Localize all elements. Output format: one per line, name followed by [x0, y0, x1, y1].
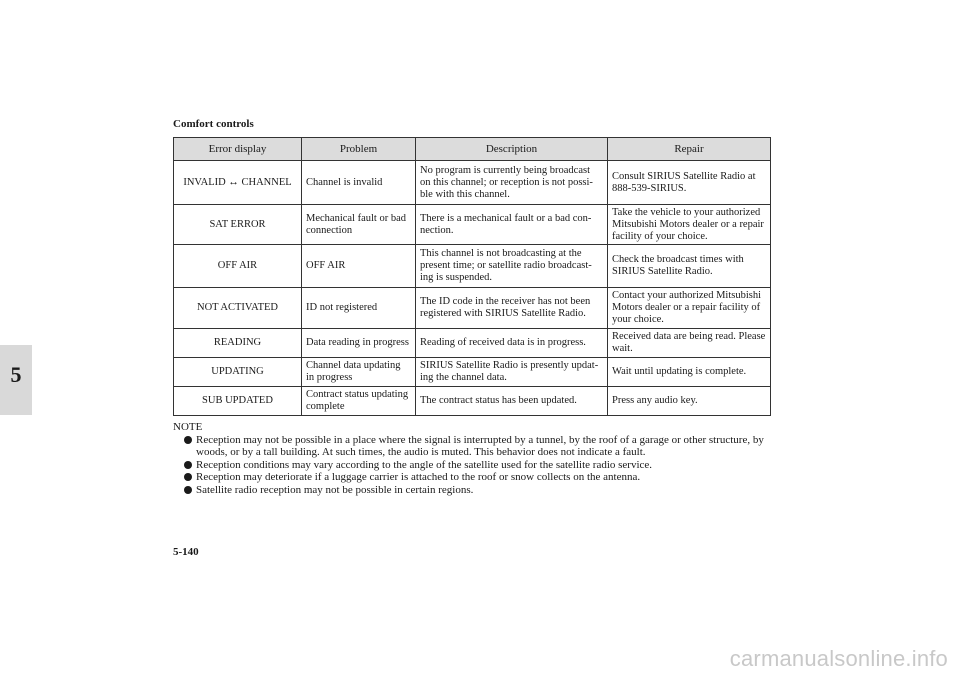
note-section [173, 421, 778, 496]
page-number: 5-140 [173, 546, 199, 558]
error-display-cell: OFF AIR [174, 245, 302, 288]
description-cell: SIRIUS Satellite Radio is presently updat-ing the channel data. [416, 358, 608, 387]
note-list [173, 434, 778, 497]
problem-cell: Data reading in progress [302, 329, 416, 358]
column-header-problem: Problem [302, 138, 416, 161]
note-text: Reception may deteriorate if a luggage carrier is attached to the roof or snow collects on the antenna. [196, 471, 641, 483]
table-row [174, 161, 771, 205]
table-row [174, 205, 771, 245]
error-display-cell: SUB UPDATED [174, 387, 302, 416]
error-display-cell: SAT ERROR [174, 205, 302, 245]
bullet-icon [184, 436, 192, 444]
repair-cell: Check the broadcast times with SIRIUS Satellite Radio. [608, 245, 771, 288]
description-cell: Reading of received data is in progress. [416, 329, 608, 358]
bullet-icon [184, 461, 192, 469]
problem-cell: Channel is invalid [302, 161, 416, 205]
note-text: Reception conditions may vary according to the angle of the satellite used for the satellite radio service. [196, 458, 653, 471]
repair-cell: Press any audio key. [608, 387, 771, 416]
repair-cell: Take the vehicle to your authorized Mitsubishi Motors dealer or a repair facility of your choice. [608, 205, 771, 245]
repair-cell: Received data are being read. Please wait. [608, 329, 771, 358]
bullet-icon [184, 486, 192, 494]
note-item [173, 484, 778, 497]
error-display-cell: UPDATING [174, 358, 302, 387]
error-display-cell: READING [174, 329, 302, 358]
table-row [174, 329, 771, 358]
table-header-row [174, 138, 771, 161]
repair-cell: Consult SIRIUS Satellite Radio at 888-539-SIRIUS. [608, 161, 771, 205]
problem-cell: Mechanical fault or bad connection [302, 205, 416, 245]
error-display-cell: INVALID ↔ CHANNEL [174, 161, 302, 205]
chapter-number: 5 [10, 362, 22, 387]
section-header: Comfort controls [173, 118, 254, 130]
error-display-cell: NOT ACTIVATED [174, 288, 302, 329]
column-header-description: Description [416, 138, 608, 161]
column-header-error-display: Error display [174, 138, 302, 161]
repair-cell: Wait until updating is complete. [608, 358, 771, 387]
note-item [173, 459, 778, 472]
bullet-icon [184, 473, 192, 481]
column-header-repair: Repair [608, 138, 771, 161]
repair-cell: Contact your authorized Mitsubishi Motors dealer or a repair facility of your choice. [608, 288, 771, 329]
problem-cell: Channel data updating in progress [302, 358, 416, 387]
note-item [173, 434, 778, 459]
table-row [174, 358, 771, 387]
note-label: NOTE [173, 421, 203, 433]
note-text: Satellite radio reception may not be possible in certain regions. [196, 483, 474, 496]
watermark: carmanualsonline.info [729, 646, 948, 671]
description-cell: The contract status has been updated. [416, 387, 608, 416]
table-row [174, 288, 771, 329]
problem-cell: OFF AIR [302, 245, 416, 288]
table-row [174, 245, 771, 288]
problem-cell: ID not registered [302, 288, 416, 329]
problem-cell: Contract status updating complete [302, 387, 416, 416]
description-cell: This channel is not broadcasting at the present time; or satellite radio broadcast-ing is suspended. [416, 245, 608, 288]
error-display-table [173, 137, 771, 416]
note-text: Reception may not be possible in a place where the signal is interrupted by a tunnel, by the roof of a garage or other structure, by woods, or by a tall building. At such times, the audio is muted. This behavior does not indicate a fault. [196, 433, 764, 458]
description-cell: No program is currently being broadcast on this channel; or reception is not possi-ble with this channel. [416, 161, 608, 205]
description-cell: There is a mechanical fault or a bad con-nection. [416, 205, 608, 245]
description-cell: The ID code in the receiver has not been registered with SIRIUS Satellite Radio. [416, 288, 608, 329]
note-item [173, 471, 778, 484]
table-row [174, 387, 771, 416]
